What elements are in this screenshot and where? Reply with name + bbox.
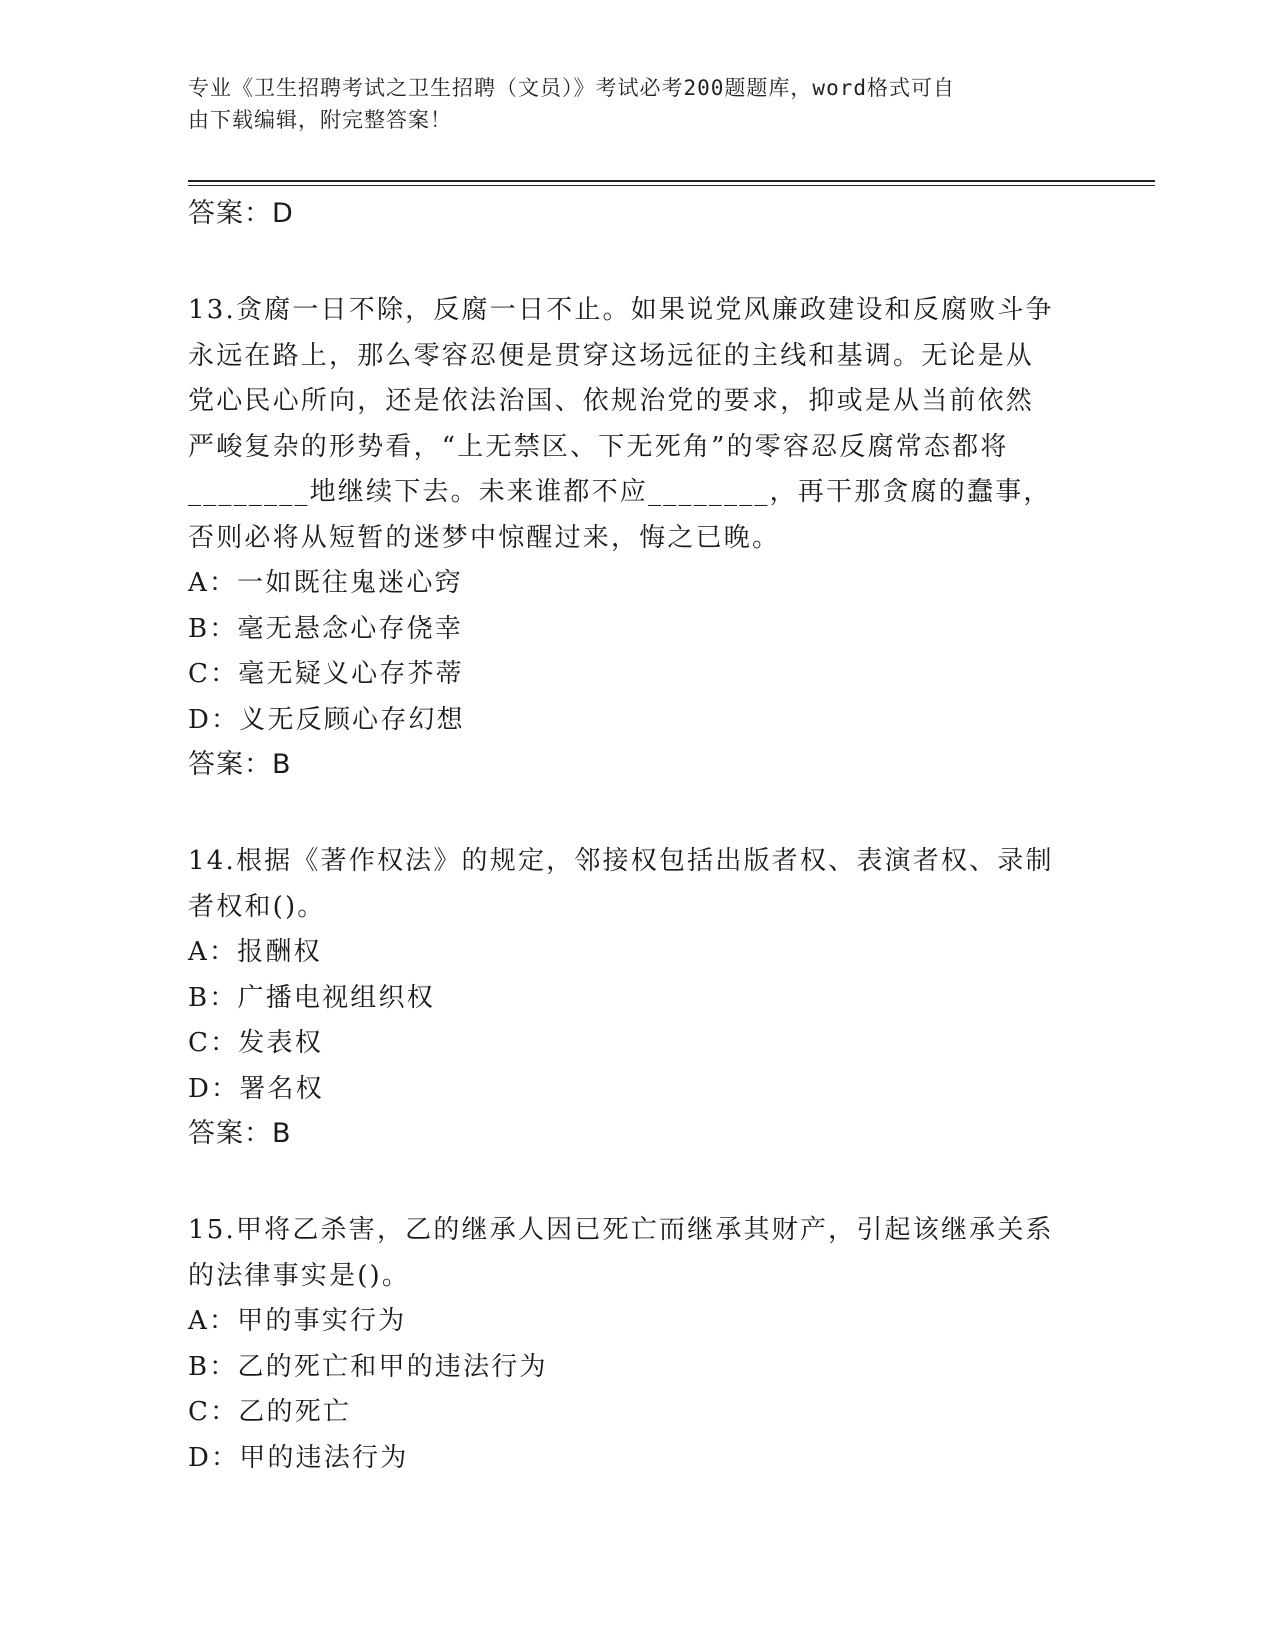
option-d: D：甲的违法行为 — [188, 1442, 409, 1473]
stem-line: 13.贪腐一日不除，反腐一日不止。如果说党风廉政建设和反腐败斗争 — [188, 295, 1054, 325]
question-stem — [188, 288, 1088, 561]
option-c: C：毫无疑义心存芥蒂 — [188, 659, 464, 689]
stem-line: 永远在路上，那么零容忍便是贯穿这场远征的主线和基调。无论是从 — [188, 340, 1035, 371]
header-line-2: 由下载编辑，附完整答案！ — [188, 108, 452, 132]
document-body — [188, 190, 1088, 1481]
question-stem — [188, 839, 1088, 930]
option-a: A：甲的事实行为 — [188, 1306, 407, 1336]
answer-prev: 答案：D — [188, 198, 294, 229]
option-a: A：一如既往鬼迷心窍 — [188, 568, 463, 598]
question-stem — [188, 1208, 1088, 1299]
question-15 — [188, 1208, 1088, 1481]
stem-line: 者权和()。 — [188, 891, 326, 922]
header-line-1: 专业《卫生招聘考试之卫生招聘（文员）》考试必考200题题库，word格式可自 — [188, 76, 955, 100]
option-a: A：报酬权 — [188, 937, 322, 967]
option-b: B：乙的死亡和甲的违法行为 — [188, 1351, 548, 1382]
option-d: D：义无反顾心存幻想 — [188, 704, 465, 735]
stem-line: 的法律事实是()。 — [188, 1260, 411, 1291]
answer: 答案：B — [188, 1118, 292, 1149]
option-c: C：发表权 — [188, 1028, 323, 1058]
stem-line: 15.甲将乙杀害，乙的继承人因已死亡而继承其财产，引起该继承关系 — [188, 1215, 1054, 1245]
page-header — [188, 72, 1088, 136]
header-divider-thin — [188, 185, 1155, 186]
question-13 — [188, 288, 1088, 789]
option-d: D：署名权 — [188, 1073, 324, 1104]
answer: 答案：B — [188, 749, 292, 780]
option-c: C：乙的死亡 — [188, 1397, 352, 1427]
option-b: B：广播电视组织权 — [188, 982, 435, 1013]
stem-line: 党心民心所向，还是依法治国、依规治党的要求，抑或是从当前依然 — [188, 386, 1035, 416]
stem-line: 14.根据《著作权法》的规定，邻接权包括出版者权、表演者权、录制 — [188, 846, 1054, 876]
option-b: B：毫无悬念心存侥幸 — [188, 613, 464, 644]
stem-line: 否则必将从短暂的迷梦中惊醒过来，悔之已晚。 — [188, 522, 781, 553]
question-14 — [188, 839, 1088, 1158]
stem-line: ________地继续下去。未来谁都不应________，再干那贪腐的蠢事， — [188, 477, 1052, 507]
stem-line: 严峻复杂的形势看，“上无禁区、下无死角”的零容忍反腐常态都将 — [188, 431, 1009, 462]
header-divider-thick — [188, 180, 1155, 182]
